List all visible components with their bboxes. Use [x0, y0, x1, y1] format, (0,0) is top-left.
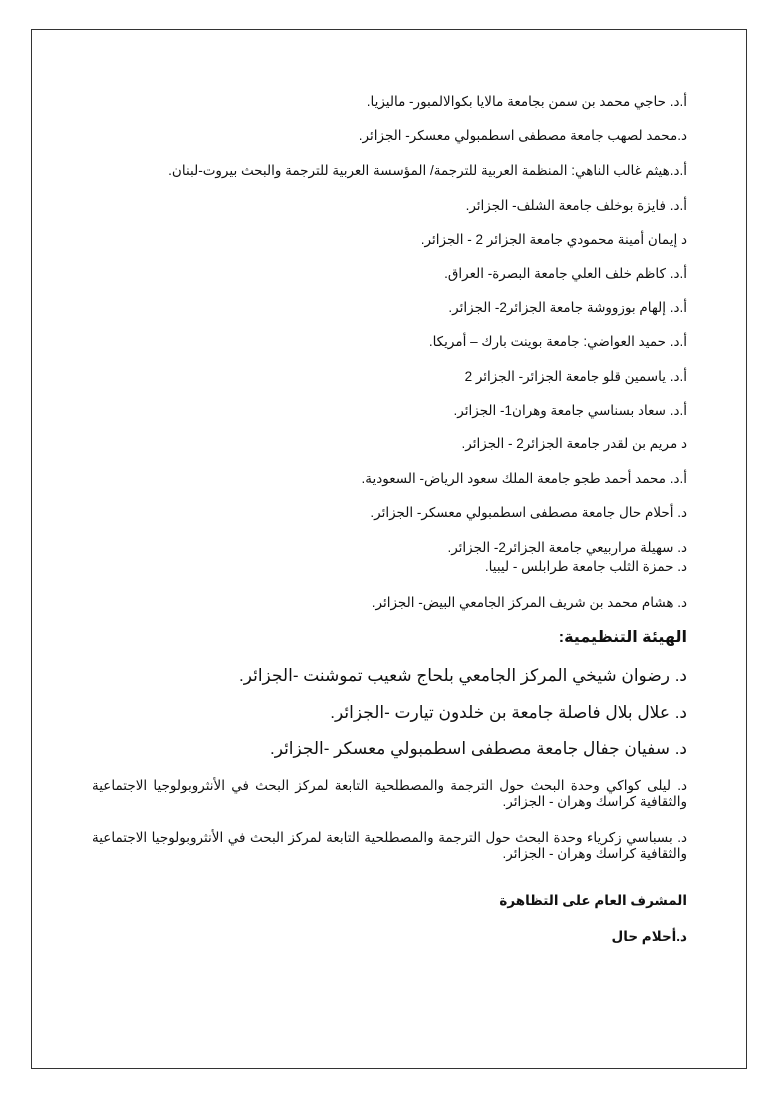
committee-member: أ.د. محمد أحمد طجو جامعة الملك سعود الرياض- السعودية. [361, 471, 687, 486]
committee-member: د. أحلام حال جامعة مصطفى اسطمبولي معسكر- الجزائر. [370, 505, 687, 520]
committee-member: د مريم بن لقدر جامعة الجزائر2 - الجزائر. [461, 436, 687, 451]
organizing-member-paragraph: د. بسباسي زكرياء وحدة البحث حول الترجمة والمصطلحية التابعة لمركز البحث في الأنثروبولوجيا الاجتماعية والثقافية كراسك وهران - الجزائر. [92, 830, 687, 861]
committee-member: د.محمد لصهب جامعة مصطفى اسطمبولي معسكر- الجزائر. [358, 128, 687, 143]
supervisor-name: د.أحلام حال [611, 929, 687, 944]
committee-member: د إيمان أمينة محمودي جامعة الجزائر 2 - الجزائر. [420, 232, 687, 247]
committee-member: د. سهيلة مراربيعي جامعة الجزائر2- الجزائر. [447, 540, 687, 555]
organizing-member-paragraph: د. ليلى كواكي وحدة البحث حول الترجمة والمصطلحية التابعة لمركز البحث في الأنثروبولوجيا الاجتماعية والثقافية كراسك وهران - الجزائر. [92, 778, 687, 809]
committee-member: أ.د.هيثم غالب الناهي: المنظمة العربية للترجمة/ المؤسسة العربية للترجمة والبحث بيروت-لبنان. [168, 163, 687, 178]
committee-member: أ.د. ياسمين قلو جامعة الجزائر- الجزائر 2 [464, 369, 687, 384]
committee-member: أ.د. كاظم خلف العلي جامعة البصرة- العراق. [444, 266, 687, 281]
committee-member: أ.د. حميد العواضي: جامعة بوينت بارك – أمريكا. [428, 334, 687, 349]
committee-member: د. حمزة الثلب جامعة طرابلس - ليبيا. [484, 559, 687, 574]
organizing-committee-heading: الهيئة التنظيمية: [558, 629, 687, 646]
committee-member: أ.د. حاجي محمد بن سمن بجامعة مالايا بكوالالمبور- ماليزيا. [366, 94, 687, 109]
organizing-member: د. رضوان شيخي المركز الجامعي بلحاج شعيب تموشنت -الجزائر. [239, 666, 687, 685]
committee-member: أ.د. فايزة بوخلف جامعة الشلف- الجزائر. [465, 198, 687, 213]
organizing-member: د. علال بلال فاصلة جامعة بن خلدون تيارت -الجزائر. [330, 703, 687, 722]
committee-member: د. هشام محمد بن شريف المركز الجامعي البيض- الجزائر. [371, 595, 687, 610]
committee-member: أ.د. سعاد بسناسي جامعة وهران1- الجزائر. [453, 403, 687, 418]
supervisor-title: المشرف العام على التظاهرة [499, 893, 687, 908]
committee-member: أ.د. إلهام بوزووشة جامعة الجزائر2- الجزائر. [448, 300, 687, 315]
organizing-member: د. سفيان جفال جامعة مصطفى اسطمبولي معسكر -الجزائر. [269, 739, 687, 758]
